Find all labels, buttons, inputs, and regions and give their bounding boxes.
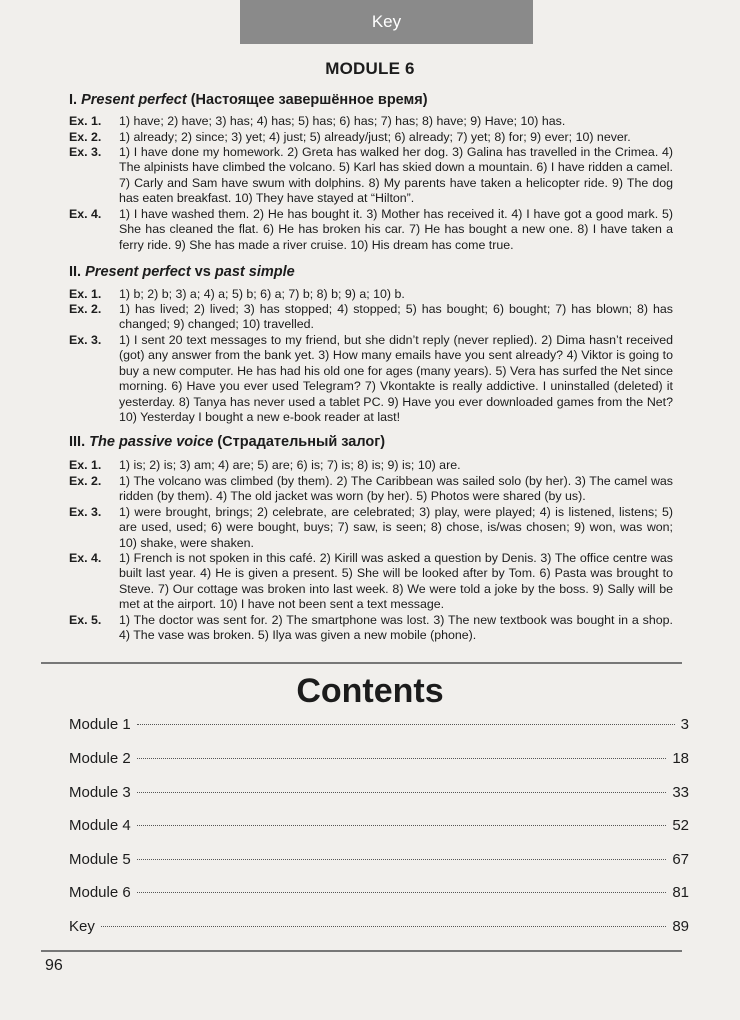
toc-label: Module 3	[69, 784, 131, 801]
toc-entry-module-3[interactable]	[69, 784, 689, 806]
exercise-answers: 1) I sent 20 text messages to my friend, but she didn’t reply (never replied). 2) Dima hasn’t received (got) any answer from the bank yet. 3) How many emails have you sent already? 4) Viktor is going to buy a new computer. He has had his old one for ages (many years). 5) Vera has surfed the Net since morning. 6) Have you ever used Telegram? 7) Vkontakte is really addictive. I uninstalled (deleted) it yesterday. 8) Tanya has never used a tablet PC. 9) Have you ever downloaded games from the Net? 10) Yesterday I bought a new e-book reader at last!	[119, 333, 673, 425]
section-title-vs: vs	[194, 264, 211, 280]
footer-divider	[41, 950, 682, 952]
toc-label: Module 1	[69, 716, 131, 733]
section-title-present-perfect	[69, 92, 428, 108]
section-title-en: Present perfect	[81, 92, 187, 108]
toc-leader	[137, 825, 667, 826]
toc-entry-module-2[interactable]	[69, 750, 689, 772]
toc-page: 18	[672, 750, 689, 767]
section-number: I.	[69, 92, 78, 108]
exercise-label: Ex. 4.	[69, 551, 102, 565]
exercise-item	[69, 145, 673, 207]
section-title-en: The passive voice	[89, 434, 214, 450]
exercise-answers: 1) I have done my homework. 2) Greta has walked her dog. 3) Galina has travelled in the Crimea. 4) The alpinists have climbed the volcano. 5) Karl has skied down a mountain. 6) I have ridden a camel. 7) Carly and Sam have swum with dolphins. 8) My parents have taken a helicopter ride. 9) The dog has eaten breakfast. 10) They have stayed at “Hilton”.	[119, 145, 673, 206]
exercise-answers: 1) The doctor was sent for. 2) The smartphone was lost. 3) The new textbook was bought in a shop. 4) The vase was broken. 5) Ilya was given a new mobile (phone).	[119, 613, 673, 643]
exercise-label: Ex. 3.	[69, 145, 102, 159]
exercise-item	[69, 474, 673, 505]
exercise-answers: 1) French is not spoken in this café. 2) Kirill was asked a question by Denis. 3) The office centre was built last year. 4) He is given a present. 5) She will be looked after by Tom. 6) Pasta was brought to Steve. 7) Our cottage was broken into last week. 8) We were told a joke by the boss. 9) Sally will be met at the airport. 10) I have not been sent a text message.	[119, 551, 673, 612]
exercise-label: Ex. 2.	[69, 130, 102, 144]
exercise-item	[69, 458, 673, 473]
exercise-answers: 1) have; 2) have; 3) has; 4) has; 5) has; 6) has; 7) has; 8) have; 9) Have; 10) has.	[119, 114, 566, 128]
exercise-label: Ex. 1.	[69, 114, 102, 128]
toc-page: 67	[672, 851, 689, 868]
section-title-ru: (Настоящее завершённое время)	[190, 92, 428, 108]
toc-leader	[137, 792, 667, 793]
section-title-passive-voice	[69, 434, 385, 450]
key-header-label: Key	[371, 12, 402, 31]
toc-leader	[137, 758, 667, 759]
exercise-label: Ex. 4.	[69, 207, 102, 221]
exercise-answers: 1) The volcano was climbed (by them). 2) The Caribbean was sailed solo (by her). 3) The camel was ridden (by them). 4) The old jacket was worn (by her). 5) Photos were shared (by us).	[119, 474, 673, 504]
toc-label: Module 6	[69, 884, 131, 901]
exercise-answers: 1) is; 2) is; 3) am; 4) are; 5) are; 6) is; 7) is; 8) is; 9) is; 10) are.	[119, 458, 461, 472]
section-title-en-2: past simple	[214, 264, 295, 280]
exercise-label: Ex. 2.	[69, 302, 102, 316]
toc-page: 3	[680, 716, 689, 733]
section-number: II.	[69, 264, 82, 280]
contents-title: Contents	[296, 672, 444, 710]
exercise-label: Ex. 1.	[69, 287, 102, 301]
exercise-answers: 1) already; 2) since; 3) yet; 4) just; 5) already/just; 6) already; 7) yet; 8) for; 9) ever; 10) never.	[119, 130, 631, 144]
exercise-item	[69, 333, 673, 425]
section-number: III.	[69, 434, 86, 450]
exercise-item	[69, 114, 673, 129]
section-title-present-perfect-vs-past-simple	[69, 264, 295, 280]
toc-leader	[137, 859, 667, 860]
exercise-item	[69, 287, 673, 302]
toc-page: 89	[672, 918, 689, 935]
toc-leader	[137, 724, 675, 725]
exercise-item	[69, 207, 673, 253]
toc-page: 81	[672, 884, 689, 901]
exercise-answers: 1) were brought, brings; 2) celebrate, are celebrated; 3) play, were played; 4) is listened, listens; 5) are used, used; 6) were bought, buys; 7) saw, is seen; 8) chose, is/was chosen; 9) won, was won; 10) shake, were shaken.	[119, 505, 673, 550]
exercise-label: Ex. 3.	[69, 333, 102, 347]
toc-entry-module-6[interactable]	[69, 884, 689, 906]
toc-entry-module-4[interactable]	[69, 817, 689, 839]
exercise-answers: 1) has lived; 2) lived; 3) has stopped; 4) stopped; 5) has bought; 6) bought; 7) has blown; 8) has changed; 9) changed; 10) travelled.	[119, 302, 673, 332]
toc-entry-module-1[interactable]	[69, 716, 689, 738]
exercise-item	[69, 613, 673, 644]
exercise-label: Ex. 1.	[69, 458, 102, 472]
exercise-item	[69, 130, 673, 145]
toc-entry-module-5[interactable]	[69, 851, 689, 873]
exercise-item	[69, 302, 673, 333]
toc-page: 33	[672, 784, 689, 801]
page-number: 96	[45, 957, 63, 974]
toc-label: Key	[69, 918, 95, 935]
section-title-en: Present perfect	[85, 264, 191, 280]
toc-entry-key[interactable]	[69, 918, 689, 940]
toc-page: 52	[672, 817, 689, 834]
key-header-tab	[240, 0, 533, 44]
toc-label: Module 2	[69, 750, 131, 767]
toc-leader	[101, 926, 666, 927]
exercise-item	[69, 505, 673, 551]
exercise-answers: 1) b; 2) b; 3) a; 4) a; 5) b; 6) a; 7) b; 8) b; 9) a; 10) b.	[119, 287, 405, 301]
toc-label: Module 5	[69, 851, 131, 868]
exercise-label: Ex. 3.	[69, 505, 102, 519]
divider	[41, 662, 682, 664]
module-title: MODULE 6	[325, 59, 415, 78]
toc-leader	[137, 892, 667, 893]
exercise-label: Ex. 5.	[69, 613, 102, 627]
exercise-answers: 1) I have washed them. 2) He has bought it. 3) Mother has received it. 4) I have got a good mark. 5) She has cleaned the flat. 6) He has broken his car. 7) He has bought a new one. 8) I have taken a ferry ride. 9) She has made a river cruise. 10) His dream has come true.	[119, 207, 673, 252]
exercise-label: Ex. 2.	[69, 474, 102, 488]
toc-label: Module 4	[69, 817, 131, 834]
exercise-item	[69, 551, 673, 613]
section-title-ru: (Страдательный залог)	[217, 434, 386, 450]
